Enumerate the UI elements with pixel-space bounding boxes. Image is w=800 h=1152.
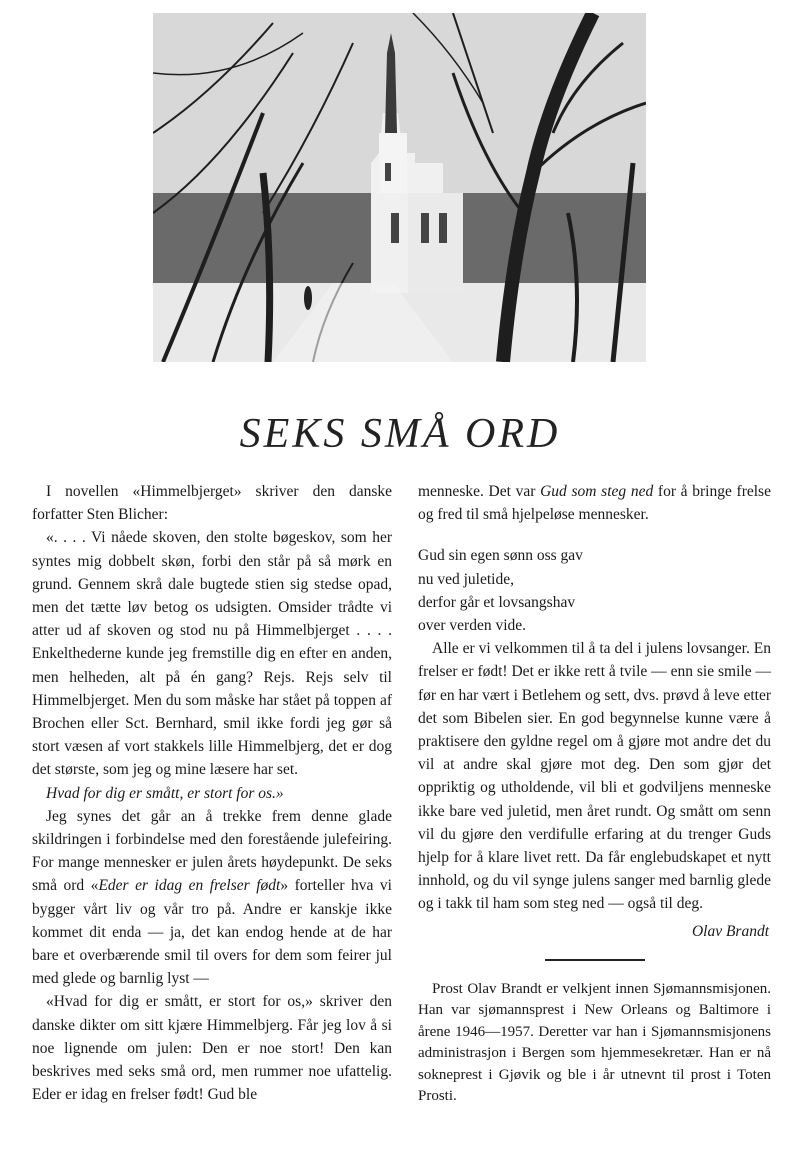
poem-line: derfor går et lovsangshav — [418, 593, 576, 611]
poem-line: nu ved juletide, — [418, 570, 514, 588]
right-column — [418, 480, 771, 1108]
emphasis-text: Eder er idag en frelser født — [98, 877, 281, 895]
quote-paragraph: «. . . . Vi nåede skoven, den stolte bøgeskov, som her syntes mig dobbelt skøn, forbi den står på så mørk en grund. Gennem skrå dale bugtede stien sig stedse opad, men det tætte løv betog os udsigten. Omsider trådte vi atter ud af skoven og stod nu på Himmelbjerget . . . . Enkelthederne kunde jeg fremstille dig en efter en anden, men helheden, alt på én gang? Rejs. Rejs selv til Himmelbjerget. Men du som måske har stået på toppen af Brochen eller Sct. Bernhard, smil ikke fordi jeg gør så stort væsen af vort stakkels lille Himmelbjerg, det er dog det største, som jeg og mine læsere har set. — [32, 529, 392, 779]
author-signature: Olav Brandt — [691, 922, 769, 940]
church-photo-illustration — [153, 13, 646, 362]
article-title: SEKS SMÅ ORD — [239, 411, 561, 457]
paragraph-himmelbjerg: «Hvad for dig er smått, er stort for os,» skriver den danske dikter om sitt kjære Himmelbjerg. Får jeg lov å si noe lignende om julen: Den er noe stort! Den kan beskrives med seks små ord, men rummer noe ufattelig. Eder er idag en frelser født! Gud ble — [32, 993, 392, 1104]
poem-line: Gud sin egen sønn oss gav — [418, 547, 583, 565]
intro-paragraph: I novellen «Himmelbjerget» skriver den danske forfatter Sten Blicher: — [32, 483, 392, 524]
closing-paragraph: Alle er vi velkommen til å ta del i julens lovsanger. En frelser er født! Det er ikke rett å tvile — enn sie smile — før en har vært i Betlehem og sett, dvs. prøvd å leve etter det som Bibelen sier. En god begynnelse kunne være å praktisere den gyldne regel om å gjøre mot andre det du vil at andre skal gjøre mot deg. Den som gjør det oppriktig og utholdende, vil bli et godviljens menneske ikke bare ved juletid, men året rundt. Og smått om senn vil du gjøre den verdifulle erfaring at du trenger Guds hjelp for å klare livet rett. Da får englebudskapet et nytt innhold, og du vil synge julens sanger med barnlig glede og i takk til ham som steg ned — også til deg. — [418, 640, 771, 913]
emphasis-text: Gud som steg ned — [540, 483, 654, 500]
divider-rule — [545, 959, 645, 961]
author-bio: Prost Olav Brandt er velkjent innen Sjømannsmisjonen. Han var sjømannsprest i New Orleans og Baltimore i årene 1946—1957. Deretter var han i Sjømannsmisjonens administrasjon i Bergen som hjemmesekretær. Han er nå sokneprest i Gjøvik og ble i år utnevnt til prost i Toten Prosti. — [418, 980, 771, 1105]
church-winter-photo — [153, 13, 646, 362]
paragraph-christmas: Jeg synes det går an å trekke frem denne glade skildringen i forbindelse med den forestående julefeiring. For mange mennesker er julen årets høydepunkt. De seks små ord «Eder er idag en frelser født» forteller hva vi bygger vårt liv og vår tro på. Andre er kanskje ikke kommet dit enda — ja, det kan endog hende at de har bare et overbærende smil til overs for dem som feirer jul med glede og barnlig lyst — — [32, 807, 392, 988]
quote-ending: Hvad for dig er smått, er stort for os.» — [46, 784, 284, 802]
left-column — [32, 480, 392, 1106]
poem-line: over verden vide. — [418, 617, 527, 635]
continuation-paragraph: menneske. Det var Gud som steg ned for å bringe frelse og fred til små hjelpeløse mennesker. — [418, 483, 771, 524]
